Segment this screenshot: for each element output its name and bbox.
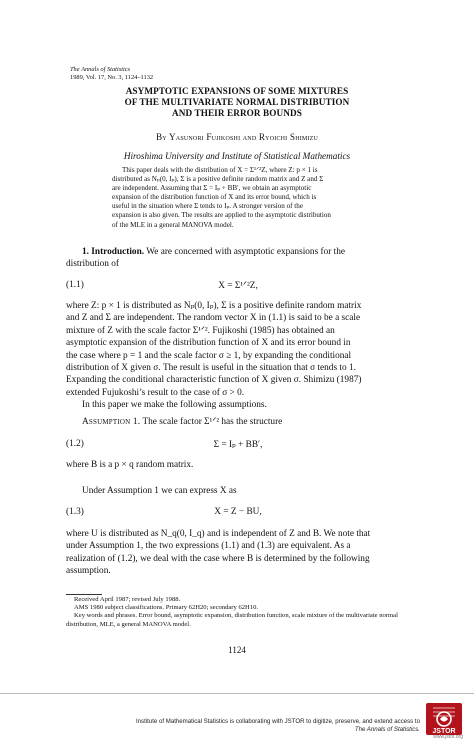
equation-expression: X = Σ¹ᐟ²Z, [218,281,258,291]
jstor-notice-line: Institute of Mathematical Statistics is collaborating with JSTOR to digitize, preserve, and extend access to [135,718,420,725]
text-line: under Assumption 1, the two expressions (1.1) and (1.3) are equivalent. As a [66,541,351,552]
intro-line: distribution of [66,259,119,270]
footnote-keywords: Key words and phrases. Error bound, asymptotic expansion, distribution function, scale mixture of the multivariate normal distribution, MLE, a general MANOVA model. [66,612,398,628]
text-line: extended Fujukoshi’s result to the case of σ > 0. [66,387,245,398]
title-line-2: OF THE MULTIVARIATE NORMAL DISTRIBUTION [124,97,350,107]
text-line: realization of (1.2), we deal with the case where B is determined by the following [66,553,370,564]
paper-title [60,86,414,119]
footnote-received: Received April 1987; revised July 1988. [74,596,181,603]
assumption-text: The scale factor Σ¹ᐟ² has the structure [142,417,283,427]
intro-line: We are concerned with asymptotic expansions for the [146,247,346,257]
paper-authors: By Yasunori Fujikoshi and Ryoichi Shimizu [155,132,319,142]
jstor-notice [136,718,420,734]
after-equation-1-2: where B is a p × q random matrix. [66,460,194,470]
section-1-intro [66,246,410,271]
text-line: and Z and Σ are independent. The random vector X in (1.1) is said to be a scale [66,313,361,324]
text-line: Expanding the conditional characteristic function of X given σ. Shimizu (1987) [66,375,362,386]
text-line: distribution of X given σ. The result is useful in the situation that σ tends to 1. [66,363,356,374]
journal-header [70,66,153,81]
assumption-1 [66,416,410,427]
jstor-journal-line: The Annals of Statistics. [354,726,420,733]
paragraph-2 [66,528,410,578]
abstract-line: This paper deals with the distribution of X = Σ¹ᐟ²Z, where Z: p × 1 is [122,166,318,174]
abstract-line: distributed as Nₚ(0, Iₚ), Σ is a positive definite random matrix and Z and Σ [112,175,324,184]
abstract-line: of the MLE in a general MANOVA model. [112,220,234,229]
jstor-footer [0,693,474,742]
title-line-3: AND THEIR ERROR BOUNDS [172,108,302,118]
equation-number: (1.3) [66,507,84,517]
journal-name: The Annals of Statistics [70,66,131,73]
equation-expression: Σ = Iₚ + BB′, [213,440,263,450]
abstract [112,166,370,230]
jstor-logo-icon[interactable] [425,702,463,736]
equation-number: (1.2) [66,439,84,449]
jstor-url-link[interactable]: www.jstor.org [433,734,463,740]
text-line: assumption. [66,566,111,577]
under-assumption-text: Under Assumption 1 we can express X as [82,486,237,496]
equation-number: (1.1) [66,280,84,290]
paper-affiliation: Hiroshima University and Institute of Statistical Mathematics [123,151,351,161]
abstract-line: are independent. Assuming that Σ = Iₚ + BB′, we obtain an asymptotic [112,184,312,193]
text-line: asymptotic expansion of the distribution function of X and its error bound in [66,338,351,349]
journal-volume: 1989, Vol. 17, No. 3, 1124–1132 [70,73,154,81]
footnote-ams: AMS 1980 subject classifications. Primary 62H20; secondary 62H10. [74,604,259,612]
footnote-divider [66,594,102,595]
abstract-line: expansion of the distribution function of X and its error bound, which is [112,193,317,202]
assumption-label: Assumption 1. [82,417,141,427]
jstor-logo-text: JSTOR [432,728,456,735]
abstract-line: expansion is also given. The results are applied to the asymptotic distribution [112,211,331,220]
text-line: mixture of Z with the scale factor Σ¹ᐟ². Fujikoshi (1985) has obtained an [66,325,335,336]
text-line: where U is distributed as N_q(0, I_q) and is independent of Z and B. We note that [66,529,371,539]
abstract-line: useful in the situation where Σ tends to Iₚ. A stronger version of the [112,202,303,211]
page-number: 1124 [228,645,246,655]
footnotes [66,596,412,629]
paragraph-1 [66,300,410,412]
equation-expression: X = Z − BU, [214,507,262,517]
text-line: the case where p = 1 and the scale factor σ ≥ 1, by expanding the conditional [66,350,352,361]
text-line: In this paper we make the following assumptions. [82,400,267,411]
title-line-1: ASYMPTOTIC EXPANSIONS OF SOME MIXTURES [125,86,349,96]
text-line: where Z: p × 1 is distributed as Nₚ(0, Iₚ), Σ is a positive definite random matrix [66,301,362,311]
section-heading: 1. Introduction. [82,247,145,257]
